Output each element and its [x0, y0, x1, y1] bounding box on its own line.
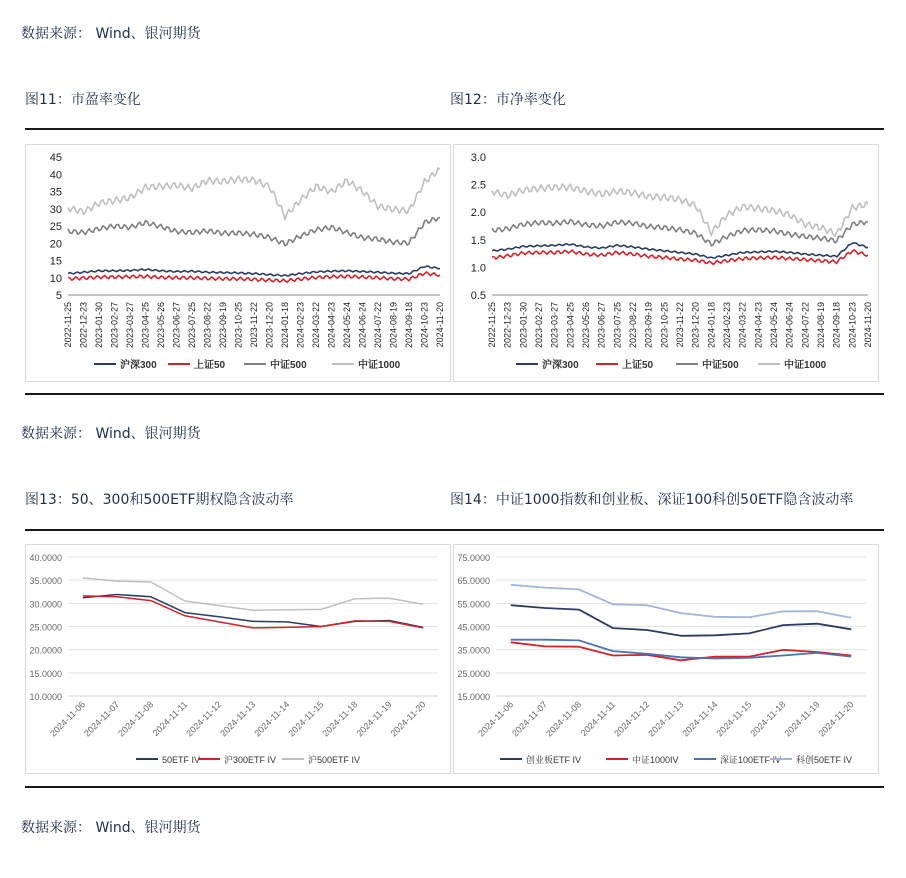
x-tick-label: 2024-11-08 — [116, 699, 156, 739]
series-line — [68, 168, 440, 220]
x-tick-label: 2024-11-12 — [184, 699, 224, 739]
x-tick-label: 2024-10-23 — [847, 302, 858, 349]
x-tick-label: 2022-11-25 — [63, 302, 73, 348]
chart-pe-panel — [25, 144, 451, 382]
y-tick-label: 35 — [49, 186, 62, 199]
x-tick-label: 2024-10-23 — [419, 302, 430, 349]
x-tick-label: 2023-01-30 — [94, 302, 104, 349]
series-line — [83, 596, 423, 628]
legend-label: 上证50 — [622, 360, 654, 371]
x-tick-label: 2024-11-12 — [612, 699, 652, 739]
x-tick-label: 2023-04-25 — [140, 302, 151, 349]
figure-title-pe: 图11：市盈率变化 — [25, 92, 141, 108]
x-tick-label: 2024-04-23 — [326, 302, 337, 349]
y-tick-label: 10.0000 — [29, 692, 62, 702]
legend-label: 中证1000 — [358, 360, 401, 371]
y-tick-label: 65.0000 — [457, 576, 490, 587]
series-line — [511, 640, 851, 659]
chart-pb-panel — [453, 144, 879, 382]
x-tick-label: 2022-11-25 — [487, 302, 497, 348]
y-tick-label: 45 — [49, 152, 62, 164]
chart-pe — [26, 145, 450, 381]
y-tick-label: 40 — [49, 169, 62, 182]
y-tick-label: 1.5 — [470, 234, 486, 247]
bottom-rule — [25, 786, 884, 788]
x-tick-label: 2024-07-22 — [800, 302, 811, 349]
x-tick-label: 2024-11-18 — [748, 699, 788, 739]
x-tick-label: 2023-08-22 — [202, 302, 213, 349]
y-tick-label: 20 — [49, 238, 62, 251]
chart-etf-iv-panel — [25, 544, 451, 774]
x-tick-label: 2024-11-06 — [48, 699, 88, 739]
x-tick-label: 2022-12-23 — [78, 302, 89, 349]
x-tick-label: 2023-03-27 — [125, 302, 135, 349]
x-tick-label: 2024-11-15 — [286, 699, 326, 739]
x-tick-label: 2024-05-24 — [342, 302, 352, 349]
x-tick-label: 2023-09-19 — [643, 302, 654, 349]
series-line — [68, 266, 440, 276]
x-tick-label: 2023-07-25 — [187, 302, 197, 349]
x-tick-label: 2024-09-18 — [831, 302, 842, 349]
x-tick-label: 2023-01-30 — [518, 302, 529, 349]
figure-title-pb: 图12：市净率变化 — [450, 92, 566, 108]
legend-label: 50ETF IV — [162, 755, 201, 765]
x-tick-label: 2023-11-22 — [675, 302, 685, 348]
legend-label: 中证1000IV — [632, 755, 679, 765]
series-line — [511, 605, 851, 636]
x-tick-label: 2024-08-19 — [388, 302, 399, 349]
x-tick-label: 2023-05-26 — [581, 302, 591, 349]
legend-label: 中证500 — [270, 360, 307, 371]
y-tick-label: 2.0 — [470, 207, 486, 220]
x-tick-label: 2024-11-08 — [544, 699, 584, 739]
x-tick-label: 2024-11-13 — [218, 699, 258, 739]
x-tick-label: 2024-11-20 — [863, 302, 873, 348]
y-tick-label: 3.0 — [470, 152, 486, 164]
source-note: 数据来源： Wind、银河期货 — [21, 26, 201, 42]
y-tick-label: 15 — [49, 255, 62, 268]
legend-label: 中证1000 — [784, 360, 827, 371]
x-tick-label: 2024-08-19 — [816, 302, 826, 349]
x-tick-label: 2024-11-15 — [714, 699, 754, 739]
legend-label: 创业板ETF IV — [526, 755, 582, 765]
mid-rule-1 — [25, 393, 884, 395]
chart-pb — [454, 145, 878, 381]
y-tick-label: 55.0000 — [457, 599, 490, 610]
series-line — [68, 217, 440, 245]
x-tick-label: 2023-06-27 — [171, 302, 182, 349]
x-tick-label: 2023-11-22 — [249, 302, 259, 348]
x-tick-label: 2024-11-13 — [646, 699, 686, 739]
x-tick-label: 2024-11-14 — [252, 699, 292, 739]
legend-label: 沪深300 — [542, 360, 579, 371]
y-tick-label: 35.0000 — [29, 576, 62, 587]
x-tick-label: 2023-06-27 — [596, 302, 607, 349]
x-tick-label: 2024-01-18 — [280, 302, 290, 349]
x-tick-label: 2024-11-19 — [354, 699, 394, 739]
series-line — [492, 220, 868, 246]
legend-label: 深证100ETF IV — [720, 755, 782, 765]
x-tick-label: 2024-01-18 — [706, 302, 717, 349]
y-tick-label: 10 — [49, 272, 62, 285]
legend-label: 中证500 — [702, 360, 739, 371]
x-tick-label: 2024-11-07 — [510, 699, 550, 739]
series-line — [511, 585, 851, 618]
x-tick-label: 2024-11-19 — [782, 699, 822, 739]
x-tick-label: 2023-12-20 — [264, 302, 275, 349]
x-tick-label: 2024-05-24 — [769, 302, 779, 349]
legend-label: 科创50ETF IV — [796, 755, 853, 765]
x-tick-label: 2024-11-20 — [388, 699, 428, 739]
source-note: 数据来源： Wind、银河期货 — [21, 426, 201, 442]
x-tick-label: 2024-09-18 — [404, 302, 414, 349]
y-tick-label: 0.5 — [470, 290, 486, 302]
mid-rule-2 — [25, 529, 884, 531]
legend-label: 沪300ETF IV — [224, 755, 277, 765]
x-tick-label: 2024-04-23 — [753, 302, 764, 349]
chart-etf-iv — [26, 545, 450, 773]
y-tick-label: 35.0000 — [457, 645, 490, 656]
x-tick-label: 2023-10-25 — [233, 302, 244, 349]
x-tick-label: 2024-03-22 — [311, 302, 321, 349]
y-tick-label: 75.0000 — [457, 553, 490, 563]
x-tick-label: 2024-11-18 — [320, 699, 360, 739]
x-tick-label: 2024-11-07 — [82, 699, 122, 739]
x-tick-label: 2024-11-20 — [435, 302, 445, 348]
x-tick-label: 2024-11-06 — [476, 699, 516, 739]
y-tick-label: 25 — [49, 221, 62, 233]
x-tick-label: 2024-07-22 — [373, 302, 383, 349]
x-tick-label: 2024-02-23 — [722, 302, 732, 349]
x-tick-label: 2024-03-22 — [737, 302, 748, 349]
y-tick-label: 30 — [49, 203, 62, 216]
x-tick-label: 2024-06-24 — [357, 302, 368, 349]
x-tick-label: 2024-11-14 — [680, 699, 720, 739]
x-tick-label: 2023-04-25 — [565, 302, 576, 349]
x-tick-label: 2023-12-20 — [690, 302, 701, 349]
x-tick-label: 2023-02-27 — [109, 302, 120, 349]
x-tick-label: 2023-09-19 — [218, 302, 228, 349]
y-tick-label: 25.0000 — [29, 622, 62, 633]
chart-index-iv-panel — [453, 544, 879, 774]
y-tick-label: 25.0000 — [457, 668, 490, 679]
y-tick-label: 15.0000 — [29, 668, 62, 679]
x-tick-label: 2024-02-23 — [295, 302, 306, 349]
legend-label: 上证50 — [194, 360, 226, 371]
x-tick-label: 2024-11-11 — [578, 699, 618, 739]
x-tick-label: 2023-05-26 — [156, 302, 166, 349]
x-tick-label: 2024-11-11 — [150, 699, 190, 739]
x-tick-label: 2023-03-27 — [549, 302, 560, 349]
source-note: 数据来源： Wind、银河期货 — [21, 820, 201, 836]
x-tick-label: 2023-10-25 — [659, 302, 670, 349]
y-tick-label: 1.0 — [470, 262, 486, 275]
figure-title-etf-iv: 图13：50、300和500ETF期权隐含波动率 — [25, 492, 294, 508]
y-tick-label: 20.0000 — [29, 645, 62, 656]
y-tick-label: 5 — [55, 290, 62, 302]
x-tick-label: 2024-06-24 — [784, 302, 795, 349]
y-tick-label: 15.0000 — [457, 692, 490, 702]
y-tick-label: 45.0000 — [457, 622, 490, 633]
chart-index-iv — [454, 545, 878, 773]
legend-label: 沪500ETF IV — [308, 755, 361, 765]
y-tick-label: 30.0000 — [29, 599, 62, 610]
series-line — [492, 243, 868, 258]
figure-title-index-iv: 图14：中证1000指数和创业板、深证100科创50ETF隐含波动率 — [450, 492, 854, 508]
top-rule — [25, 128, 884, 130]
x-tick-label: 2023-08-22 — [628, 302, 638, 349]
x-tick-label: 2023-02-27 — [534, 302, 544, 349]
series-line — [83, 578, 423, 610]
x-tick-label: 2022-12-23 — [502, 302, 513, 349]
x-tick-label: 2024-11-20 — [816, 699, 856, 739]
x-tick-label: 2023-07-25 — [612, 302, 623, 349]
y-tick-label: 2.5 — [470, 179, 486, 192]
y-tick-label: 40.0000 — [29, 553, 62, 563]
legend-label: 沪深300 — [120, 360, 157, 371]
